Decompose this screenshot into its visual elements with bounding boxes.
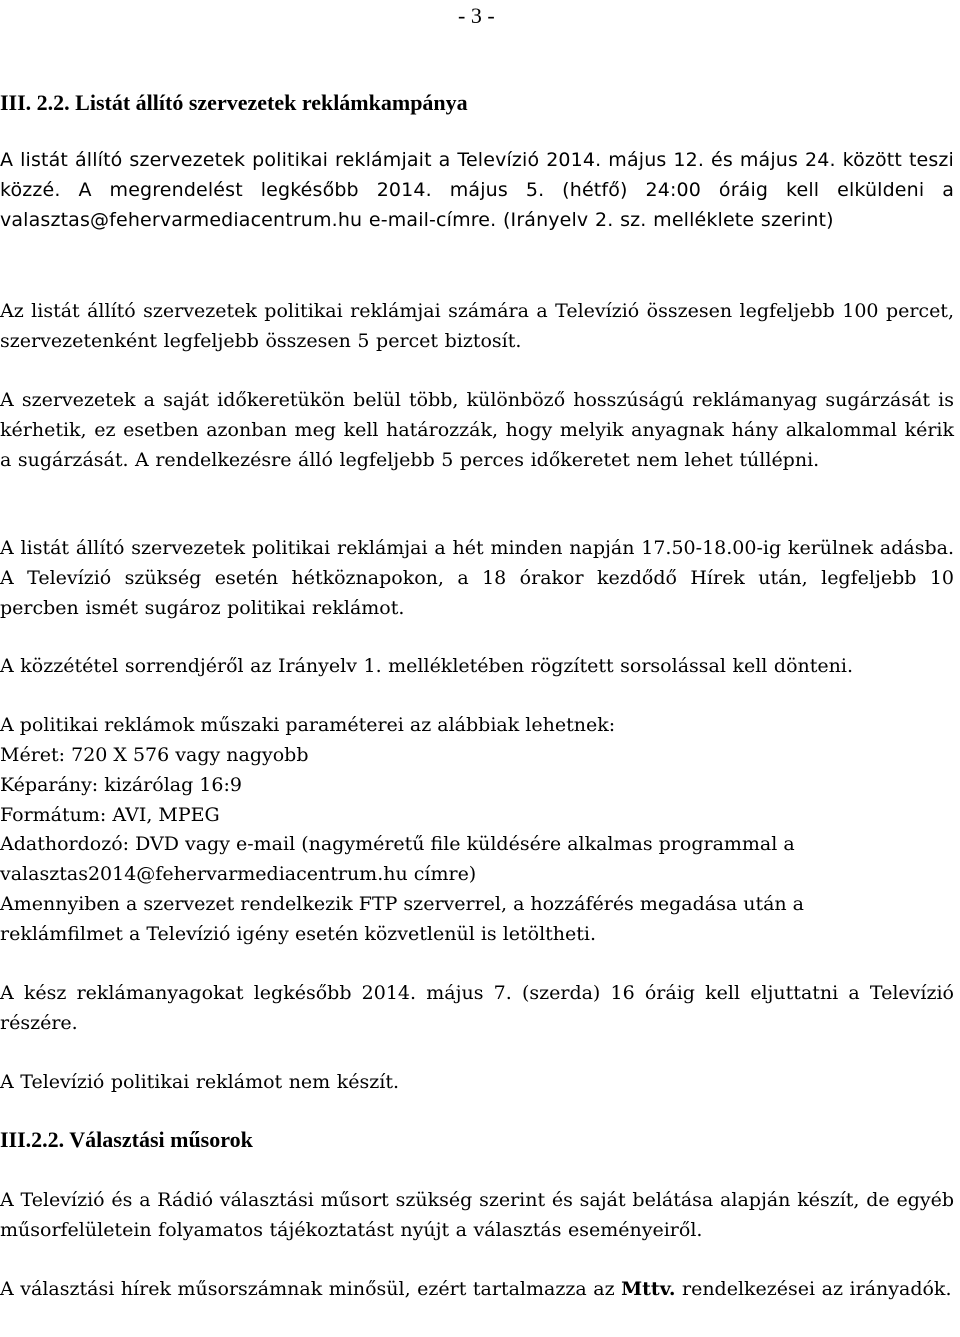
tech-line: valasztas2014@fehervarmediacentrum.hu címre) (0, 863, 477, 885)
tech-line: Képarány: kizárólag 16:9 (0, 774, 242, 796)
section-heading-campaign: III. 2.2. Listát állító szervezetek reklámkampánya (0, 90, 468, 115)
paragraph-election-programs: A Televízió és a Rádió választási műsort szükség szerint és saját belátása alapján készít, de egyéb műsorfelületein folyamatos tájékoztatást nyújt a választás eseményeiről. (0, 1189, 954, 1241)
paragraph-no-production: A Televízió politikai reklámot nem készít. (0, 1071, 400, 1093)
tech-line: A politikai reklámok műszaki paraméterei az alábbiak lehetnek: (0, 714, 616, 736)
tech-line: Amennyiben a szervezet rendelkezik FTP szerverrel, a hozzáférés megadása után a (0, 893, 805, 915)
paragraph-time-limit: Az listát állító szervezetek politikai reklámjai számára a Televízió összesen legfeljebb 100 percet, szervezetenként legfeljebb összesen 5 percet biztosít. (0, 300, 954, 352)
paragraph-election-news (0, 1275, 954, 1305)
tech-line: Méret: 720 X 576 vagy nagyobb (0, 744, 309, 766)
paragraph-intro: A listát állító szervezetek politikai reklámjait a Televízió 2014. május 12. és május 24. között teszi közzé. A megrendelést legkésőbb 2014. május 5. (hétfő) 24:00 óráig kell elküldeni a valasztas@fehervarmediacentrum.hu e-mail-címre. (Irányelv 2. sz. melléklete szerint) (0, 149, 954, 231)
paragraph-broadcast-time: A listát állító szervezetek politikai reklámjai a hét minden napján 17.50-18.00-ig kerülnek adásba. A Televízió szükség esetén hétköznapokon, a 18 órakor kezdődő Hírek után, legfeljebb 10 percben ismét sugároz politikai reklámot. (0, 537, 954, 619)
section-heading-election-programs: III.2.2. Választási műsorok (0, 1127, 253, 1152)
election-news-text-start: A választási hírek műsorszámnak minősül, ezért tartalmazza az (0, 1278, 622, 1300)
paragraph-deadline: A kész reklámanyagokat legkésőbb 2014. május 7. (szerda) 16 óráig kell eljuttatni a Televízió részére. (0, 982, 954, 1034)
mttv-reference: Mttv. (621, 1278, 676, 1300)
paragraph-time-frames: A szervezetek a saját időkeretükön belül több, különböző hosszúságú reklámanyag sugárzását is kérhetik, ez esetben azonban meg kell határozzák, hogy melyik anyagnak hány alkalommal kérik a sugárzását. A rendelkezésre álló legfeljebb 5 perces időkeretet nem lehet túllépni. (0, 389, 954, 471)
tech-line: Formátum: AVI, MPEG (0, 804, 220, 826)
tech-line: Adathordozó: DVD vagy e-mail (nagyméretű file küldésére alkalmas programmal a (0, 833, 795, 855)
paragraph-order: A közzététel sorrendjéről az Irányelv 1. mellékletében rögzített sorsolással kell dönteni. (0, 655, 853, 677)
tech-line: reklámfilmet a Televízió igény esetén közvetlenül is letöltheti. (0, 923, 597, 945)
page-number: - 3 - (458, 3, 495, 28)
election-news-text-end: rendelkezései az irányadók. (675, 1278, 952, 1300)
